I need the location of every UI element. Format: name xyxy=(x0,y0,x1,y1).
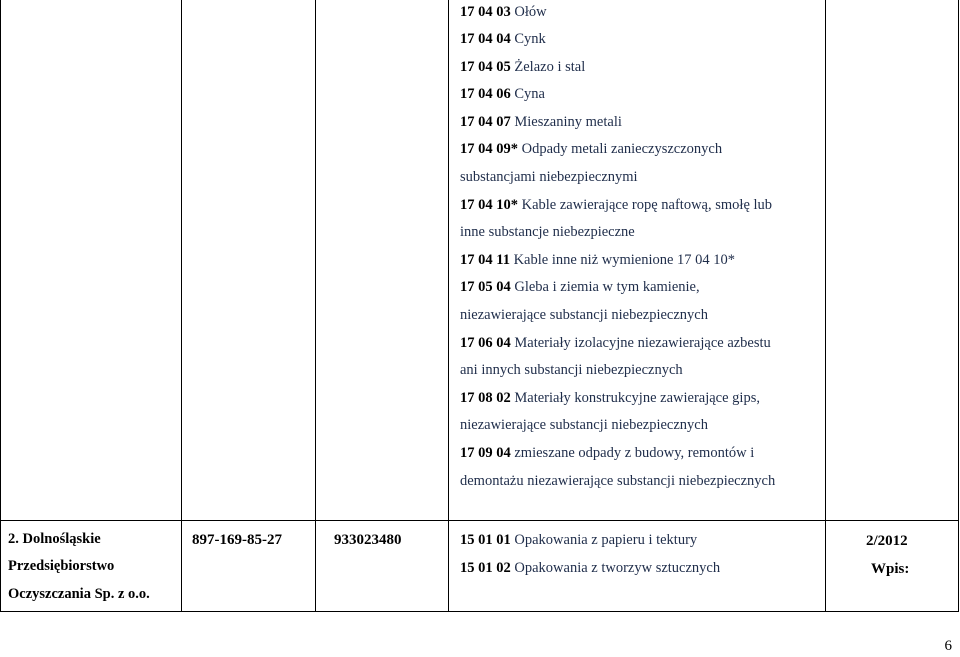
waste-line: 17 08 02 Materiały konstrukcyjne zawierające gips, xyxy=(460,390,760,406)
waste-line: 17 04 07 Mieszaniny metali xyxy=(460,114,622,130)
waste-line: 15 01 02 Opakowania z tworzyw sztucznych xyxy=(460,560,721,576)
waste-line: 17 09 04 zmieszane odpady z budowy, remontów i xyxy=(460,445,755,461)
company-name-line: 2. Dolnośląskie xyxy=(8,531,101,547)
company-name-line: Przedsiębiorstwo xyxy=(8,558,115,574)
table-border-bottom xyxy=(0,611,959,612)
registry-entry-label: Wpis: xyxy=(871,561,910,577)
waste-line: inne substancje niebezpieczne xyxy=(460,224,635,240)
nip-value: 897-169-85-27 xyxy=(192,532,282,548)
waste-line: 15 01 01 Opakowania z papieru i tektury xyxy=(460,532,698,548)
waste-line: 17 05 04 Gleba i ziemia w tym kamienie, xyxy=(460,279,700,295)
waste-line: demontażu niezawierające substancji niebezpiecznych xyxy=(460,473,776,489)
waste-line: niezawierające substancji niebezpiecznych xyxy=(460,307,708,323)
waste-line: 17 04 10* Kable zawierające ropę naftową, smołę lub xyxy=(460,197,773,213)
waste-line: 17 04 04 Cynk xyxy=(460,31,546,47)
waste-line: 17 06 04 Materiały izolacyjne niezawierające azbestu xyxy=(460,335,771,351)
waste-line: niezawierające substancji niebezpiecznych xyxy=(460,417,708,433)
waste-line: substancjami niebezpiecznymi xyxy=(460,169,638,185)
waste-line: 17 04 03 Ołów xyxy=(460,4,547,20)
registry-number: 2/2012 xyxy=(866,533,908,549)
company-name-line: Oczyszczania Sp. z o.o. xyxy=(8,586,150,602)
row-divider xyxy=(0,520,959,521)
waste-line: 17 04 11 Kable inne niż wymienione 17 04 10* xyxy=(460,252,736,268)
regon-value: 933023480 xyxy=(334,532,402,548)
waste-line: ani innych substancji niebezpiecznych xyxy=(460,362,683,378)
waste-line: 17 04 06 Cyna xyxy=(460,86,545,102)
waste-line: 17 04 05 Żelazo i stal xyxy=(460,59,586,75)
waste-line: 17 04 09* Odpady metali zanieczyszczonych xyxy=(460,141,723,157)
page-number: 6 xyxy=(944,638,952,654)
